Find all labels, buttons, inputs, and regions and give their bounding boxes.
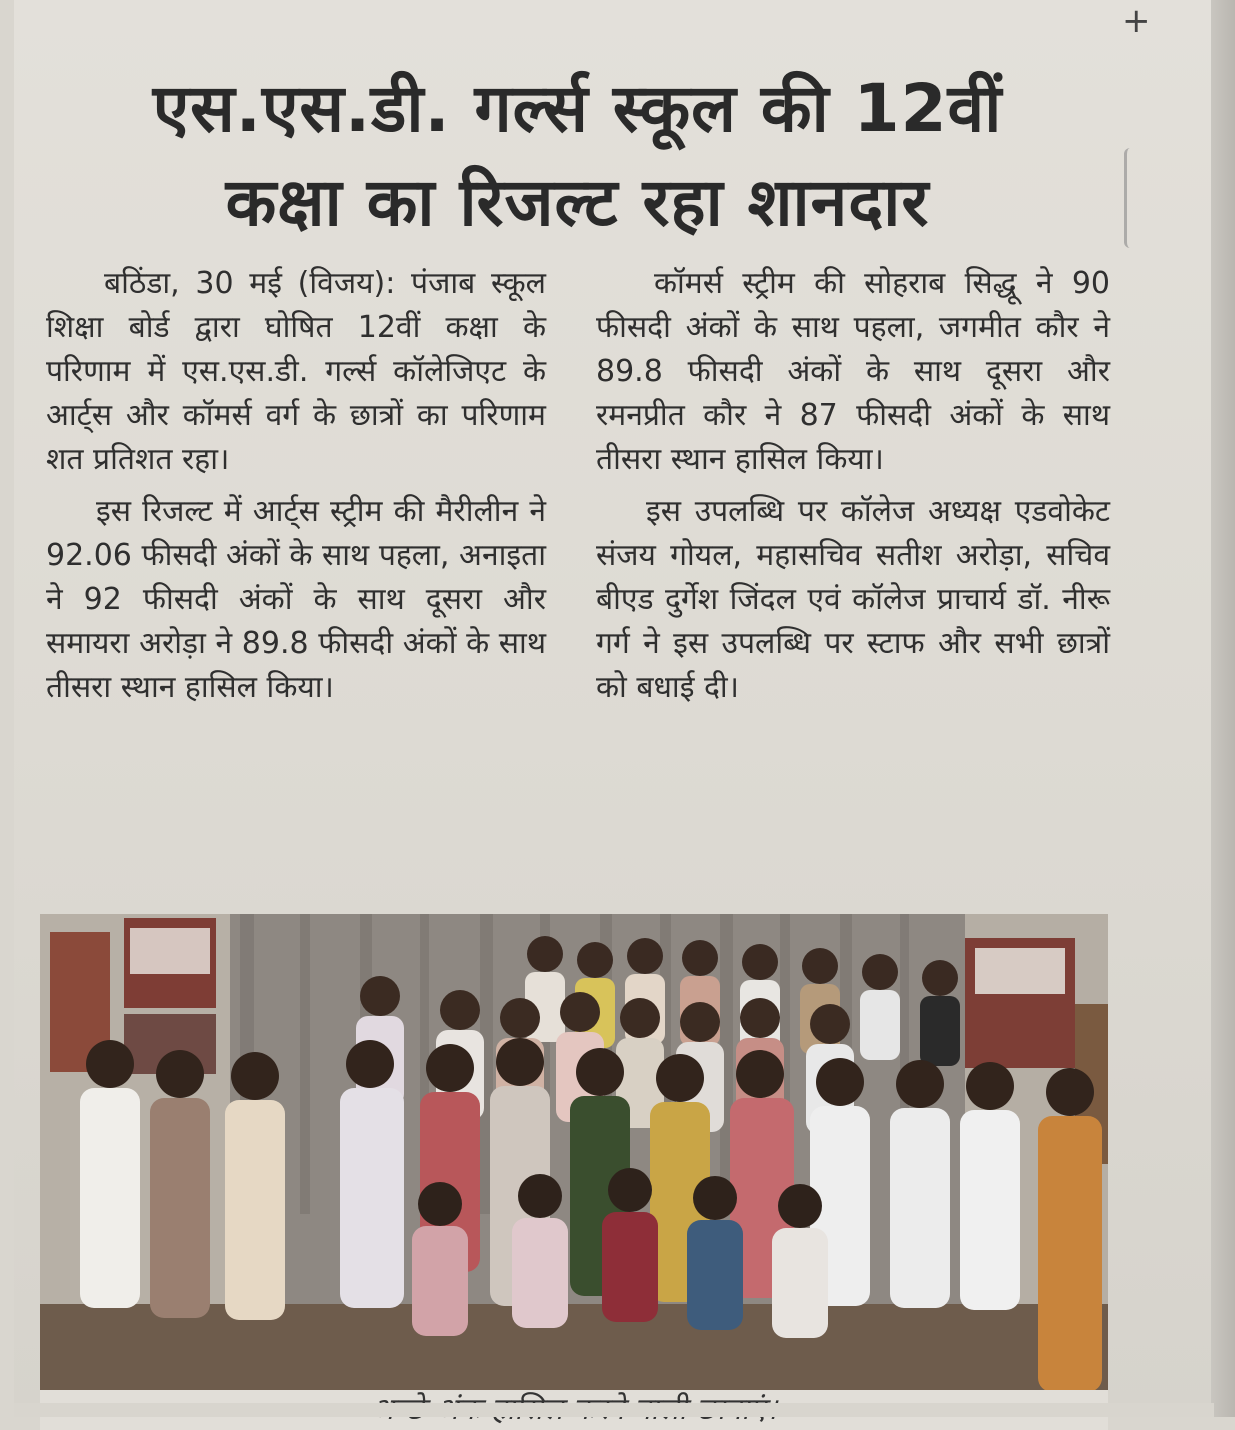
- article-paragraph: कॉमर्स स्ट्रीम की सोहराब सिद्धू ने 90 फीसदी अंकों के साथ पहला, जगमीत कौर ने 89.8 फीसदी अंकों के साथ दूसरा और रमनप्रीत कौर ने 87 फीसदी अंकों के साथ तीसरा स्थान हासिल किया।: [596, 266, 1110, 477]
- page-bottom-edge: [14, 1403, 1214, 1417]
- group-photo: [40, 914, 1108, 1392]
- paper-edge: [1211, 0, 1235, 1417]
- article-paragraph: इस उपलब्धि पर कॉलेज अध्यक्ष एडवोकेट संजय गोयल, महासचिव सतीश अरोड़ा, सचिव बीएड दुर्गेश जिंदल एवं कॉलेज प्राचार्य डॉ. नीरू गर्ग ने इस उपलब्धि पर स्टाफ और सभी छात्रों को बधाई दी।: [596, 494, 1110, 705]
- paper-clip-icon: [1124, 148, 1141, 248]
- headline: [40, 62, 1115, 250]
- article-paragraph: बठिंडा, 30 मई (विजय): पंजाब स्कूल शिक्षा बोर्ड द्वारा घोषित 12वीं कक्षा के परिणाम में एस.एस.डी. गर्ल्स कॉलेजिएट के आर्ट्स और कॉमर्स वर्ग के छात्रों का परिणाम शत प्रतिशत रहा।: [46, 266, 546, 477]
- headline-line-1: एस.एस.डी. गर्ल्स स्कूल की 12वीं: [152, 70, 1003, 147]
- article-column-right: [596, 262, 1110, 718]
- headline-line-2: कक्षा का रिजल्ट रहा शानदार: [225, 164, 930, 241]
- crop-mark-icon: +: [1122, 1, 1151, 41]
- article-column-left: [46, 262, 546, 718]
- article-paragraph: इस रिजल्ट में आर्ट्स स्ट्रीम की मैरीलीन ने 92.06 फीसदी अंकों के साथ पहला, अनाइता ने 92 फीसदी अंकों के साथ दूसरा और समायरा अरोड़ा ने 89.8 फीसदी अंकों के साथ तीसरा स्थान हासिल किया।: [46, 494, 546, 705]
